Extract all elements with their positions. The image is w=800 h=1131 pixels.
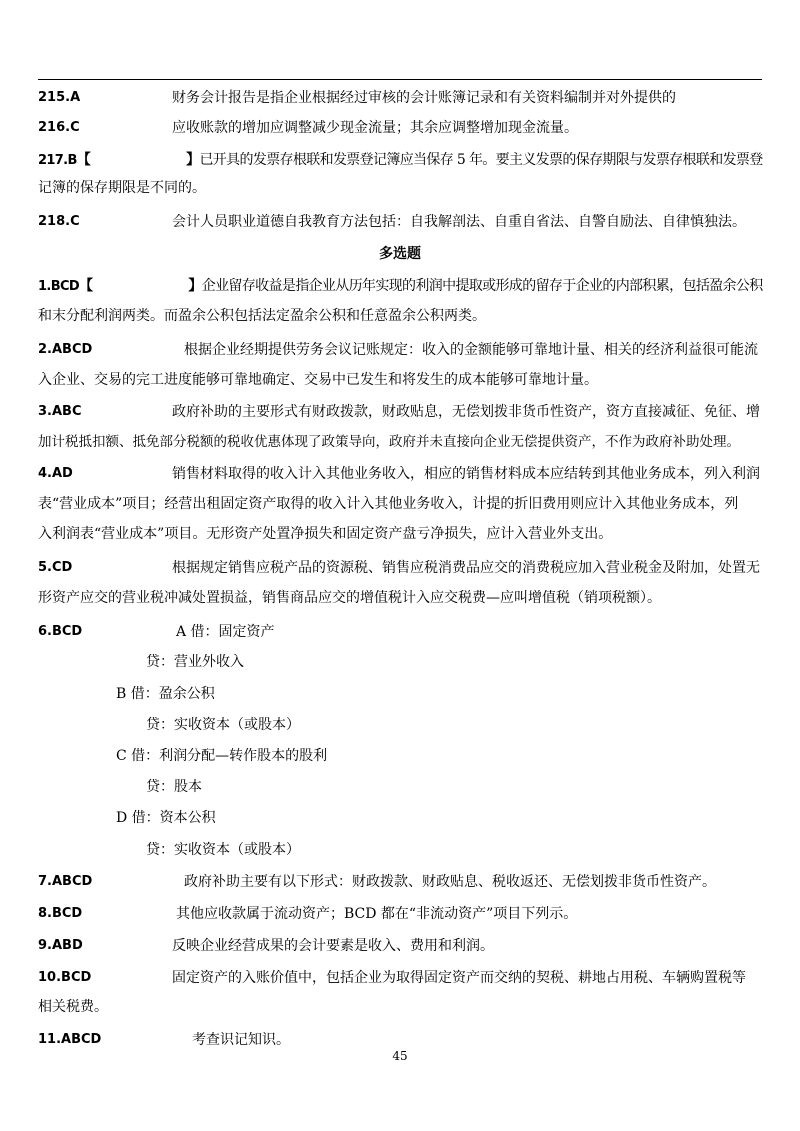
q6-d-debit: D 借：资本公积 [116, 810, 216, 826]
q9-text: 反映企业经营成果的会计要素是收入、费用和利润。 [172, 938, 494, 954]
section-title: 多选题 [379, 246, 421, 262]
q10-id: 10.BCD [38, 970, 92, 985]
bracket-close: 】 [188, 278, 202, 294]
answer-id-215: 215.A [38, 90, 81, 105]
q3-line1: 政府补助的主要形式有财政拨款，财政贴息，无偿划拨非货币性资产，资方直接减征、免征、增 [172, 404, 760, 420]
answer-id-217: 217.B [38, 153, 77, 168]
answer-id-218: 218.C [38, 214, 80, 229]
answer-text-218: 会计人员职业道德自我教育方法包括：自我解剖法、自重自省法、自警自励法、自律慎独法。 [172, 214, 746, 230]
q11-id: 11.ABCD [38, 1032, 102, 1047]
q3-id: 3.ABC [38, 404, 82, 419]
q6-c-debit: C 借：利润分配—转作股本的股利 [116, 748, 328, 764]
q8-id: 8.BCD [38, 906, 83, 921]
q4-line1: 销售材料取得的收入计入其他业务收入，相应的销售材料成本应结转到其他业务成本，列入利润 [172, 466, 760, 482]
q9-id: 9.ABD [38, 938, 83, 953]
answer-217-line1 [38, 150, 763, 171]
q6-c-credit: 贷：股本 [146, 779, 202, 795]
answer-text-215: 财务会计报告是指企业根据经过审核的会计账簿记录和有关资料编制并对外提供的 [172, 90, 676, 106]
q5-line1: 根据规定销售应税产品的资源税、销售应税消费品应交的消费税应加入营业税金及附加，处置无 [172, 560, 760, 576]
q1-text: 企业留存收益是指企业从历年实现的利润中提取或形成的留存于企业的内部积累，包括盈余公积 [201, 278, 763, 294]
q7-text: 政府补助主要有以下形式：财政拨款、财政贴息、税收返还、无偿划拨非货币性资产。 [184, 874, 716, 890]
q4-id: 4.AD [38, 466, 73, 481]
q6-a-debit: A 借：固定资产 [176, 624, 275, 640]
q3-line2: 加计税抵扣额、抵免部分税额的税收优惠体现了政策导向，政府并未直接向企业无偿提供资产，不作为政府补助处理。 [38, 434, 740, 450]
q5-id: 5.CD [38, 560, 73, 575]
q4-line3: 入利润表“营业成本”项目。无形资产处置净损失和固定资产盘亏净损失，应计入营业外支出。 [38, 526, 613, 542]
answer-217-line2: 记簿的保存期限是不同的。 [38, 180, 206, 196]
q10-line2: 相关税费。 [38, 999, 108, 1015]
q6-a-credit: 贷：营业外收入 [146, 654, 244, 670]
q6-b-credit: 贷：实收资本（或股本） [146, 717, 300, 733]
page-number: 45 [392, 1049, 408, 1063]
q7-id: 7.ABCD [38, 874, 93, 889]
bracket-open: 【 [76, 152, 91, 168]
q11-text: 考查识记知识。 [192, 1032, 290, 1048]
bracket-open: 【 [79, 278, 93, 294]
q4-line2: 表“营业成本”项目；经营出租固定资产取得的收入计入其他业务收入，计提的折旧费用则应计入其他业务成本，列 [38, 496, 739, 512]
q6-id: 6.BCD [38, 624, 83, 639]
q1-id: 1.BCD [38, 279, 79, 294]
q8-text: 其他应收款属于流动资产；BCD 都在“非流动资产”项目下列示。 [176, 906, 578, 922]
q1-line2: 和末分配利润两类。而盈余公积包括法定盈余公积和任意盈余公积两类。 [38, 308, 486, 324]
q6-d-credit: 贷：实收资本（或股本） [146, 842, 300, 858]
q10-line1: 固定资产的入账价值中，包括企业为取得固定资产而交纳的契税、耕地占用税、车辆购置税等 [172, 970, 746, 986]
q5-line2: 形资产应交的营业税冲减处置损益，销售商品应交的增值税计入应交税费—应叫增值税（销项税额）。 [38, 590, 661, 606]
q6-b-debit: B 借：盈余公积 [116, 686, 215, 702]
bracket-close: 】 [186, 152, 200, 168]
header-rule [38, 79, 762, 80]
q2-line1: 根据企业经期提供劳务会议记账规定：收入的金额能够可靠地计量、相关的经济利益很可能流 [184, 342, 758, 358]
answer-text-216: 应收账款的增加应调整减少现金流量；其余应调整增加现金流量。 [172, 120, 578, 136]
answer-text-217: 已开具的发票存根联和发票登记簿应当保存 5 年。要主义发票的保存期限与发票存根联和发票登 [199, 152, 763, 168]
q2-line2: 入企业、交易的完工进度能够可靠地确定、交易中已发生和将发生的成本能够可靠地计量。 [38, 372, 598, 388]
answer-id-216: 216.C [38, 120, 80, 135]
q2-id: 2.ABCD [38, 342, 93, 357]
q1-line1 [38, 276, 763, 297]
